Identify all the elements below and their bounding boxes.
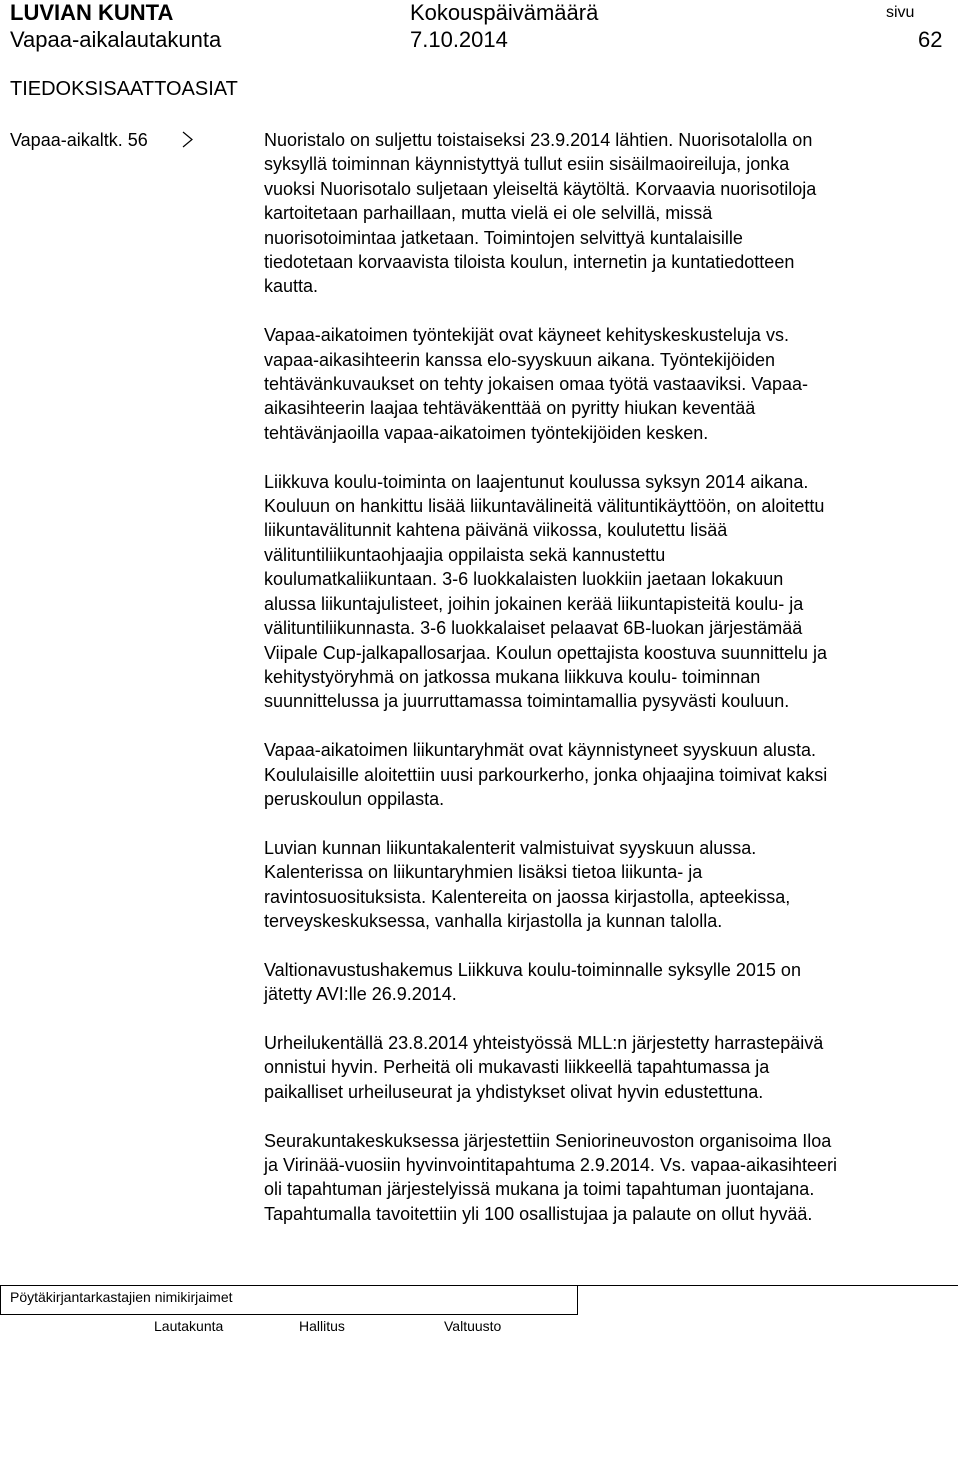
paragraph-line: Koululaisille aloitettiin uusi parkourkerho, jonka ohjaajina toimivat kaksi: [264, 764, 828, 785]
organization-name: LUVIAN KUNTA: [10, 0, 174, 25]
signature-column-valtuusto: Valtuusto: [444, 1318, 502, 1334]
paragraph-line: kautta.: [264, 276, 319, 297]
signature-box: [0, 1285, 960, 1475]
paragraph: [264, 1031, 956, 1104]
paragraph-line: Seurakuntakeskuksessa järjestettiin Seniorineuvoston organisoima Iloa: [264, 1130, 832, 1151]
paragraph-line: koulumatkaliikuntaan. 3-6 luokkalaisten luokkiin jaetaan lokakuun: [264, 569, 784, 590]
paragraph-line: Luvian kunnan liikuntakalenterit valmistuivat syyskuun alussa.: [264, 837, 757, 858]
paragraph: [264, 958, 956, 1007]
paragraph-line: Kouluun on hankittu lisää liikuntavälineitä välituntikäyttöön, on aloitettu: [264, 496, 825, 517]
paragraph-line: vapaa-aikasihteerin kanssa elo-syyskuun aikana. Työntekijöiden: [264, 349, 775, 370]
paragraph-line: tehtävänjaoilla vapaa-aikatoimen työntekijöiden kesken.: [264, 422, 709, 443]
paragraph-line: ja Virinää-vuosiin hyvinvointitapahtuma 2.9.2014. Vs. vapaa-aikasihteeri: [264, 1154, 838, 1175]
paragraph-line: nuorisotoimintaa jatketaan. Toimintojen selvittyä kuntalaisille: [264, 227, 743, 248]
paragraph: [264, 836, 956, 934]
page-number: 62: [918, 27, 943, 52]
paragraph-line: jätetty AVI:lle 26.9.2014.: [264, 984, 457, 1005]
page-label: sivu: [886, 4, 915, 21]
paragraph-line: ravintosuosituksista. Kalentereita on jaossa kirjastolla, apteekissa,: [264, 886, 791, 907]
paragraph: [264, 323, 956, 445]
paragraph-line: paikalliset urheiluseurat ja yhdistykset olivat hyvin edustettuna.: [264, 1081, 764, 1102]
section-title: TIEDOKSISAATTOASIAT: [10, 78, 238, 100]
paragraph-line: peruskoulun oppilasta.: [264, 788, 445, 809]
signature-rule-middle: [0, 1314, 578, 1315]
paragraph-line: Kalenterissa on liikuntaryhmien lisäksi tietoa liikunta- ja: [264, 862, 703, 883]
signature-column-lautakunta: Lautakunta: [154, 1318, 224, 1334]
paragraph-line: välituntiliikunnasta. 3-6 luokkalaiset pelaavat 6B-luokan järjestämää: [264, 618, 803, 639]
paragraph-line: vuoksi Nuorisotalo suljetaan yleiseltä käytöltä. Korvaavia nuorisotiloja: [264, 178, 817, 199]
paragraph-line: aikasihteerin laajaa tehtäväkenttää on pyritty hiukan keventää: [264, 398, 756, 419]
paragraph-line: syksyllä toiminnan käynnistyttyä tullut esiin sisäilmaoireiluja, jonka: [264, 154, 790, 175]
paragraph: [264, 128, 956, 299]
paragraph-line: Vapaa-aikatoimen työntekijät ovat käyneet kehityskeskusteluja vs.: [264, 325, 789, 346]
paragraph: [264, 1129, 956, 1227]
meeting-date: 7.10.2014: [410, 27, 508, 52]
committee-name: Vapaa-aikalautakunta: [10, 27, 222, 52]
item-body: [264, 128, 956, 1251]
signature-title: Pöytäkirjantarkastajien nimikirjaimet: [10, 1289, 233, 1305]
paragraph-line: kehitystyöryhmä on jatkossa mukana liikkuva koulu- toiminnan: [264, 666, 761, 687]
paragraph-line: onnistui hyvin. Perheitä oli mukavasti liikkeellä tapahtumassa ja: [264, 1057, 770, 1078]
item-label: Vapaa-aikaltk. 56: [10, 130, 148, 150]
paragraph-line: Vapaa-aikatoimen liikuntaryhmät ovat käynnistyneet syyskuun alusta.: [264, 740, 816, 761]
paragraph-line: terveyskeskuksessa, vanhalla kirjastolla ja kunnan talolla.: [264, 910, 723, 931]
paragraph-line: suunnittelussa ja juurruttamassa toimintamallia pysyvästi kouluun.: [264, 691, 790, 712]
paragraph-line: Liikkuva koulu-toiminta on laajentunut koulussa syksyn 2014 aikana.: [264, 471, 809, 492]
paragraph: [264, 470, 956, 714]
signature-column-hallitus: Hallitus: [299, 1318, 345, 1334]
paragraph-line: kartoitetaan parhaillaan, mutta vielä ei ole selvillä, missä: [264, 203, 713, 224]
arrow-right-icon: [182, 131, 194, 148]
paragraph-line: Urheilukentällä 23.8.2014 yhteistyössä MLL:n järjestetty harrastepäivä: [264, 1032, 824, 1053]
meeting-date-label: Kokouspäivämäärä: [410, 0, 599, 25]
paragraph-line: tehtävänkuvaukset on tehty jokaisen omaa työtä vastaaviksi. Vapaa-: [264, 374, 808, 395]
paragraph-line: Nuoristalo on suljettu toistaiseksi 23.9.2014 lähtien. Nuorisotalolla on: [264, 130, 813, 150]
signature-divider: [577, 1285, 578, 1314]
paragraph-line: oli tapahtuman järjestelyissä mukana ja toimi tapahtuman juontajana.: [264, 1179, 815, 1200]
paragraph-line: liikuntavälitunnit kahtena päivänä viikossa, koulutettu lisää: [264, 520, 728, 541]
paragraph-line: välituntiliikuntaohjaajia oppilaista sekä kannustettu: [264, 544, 666, 565]
paragraph-line: tiedotetaan korvaavista tiloista koulun, internetin ja kuntatiedotteen: [264, 252, 795, 273]
paragraph-line: Tapahtumalla tavoitettiin yli 100 osallistujaa ja palaute on ollut hyvää.: [264, 1203, 813, 1224]
signature-rule-top: [0, 1285, 958, 1286]
paragraph-line: Viipale Cup-jalkapallosarjaa. Koulun opettajista koostuva suunnittelu ja: [264, 642, 828, 663]
paragraph-line: alussa liikuntajulisteet, joihin jokainen kerää liikuntapisteitä koulu- ja: [264, 593, 804, 614]
paragraph: [264, 738, 956, 811]
signature-divider: [0, 1285, 1, 1314]
paragraph-line: Valtionavustushakemus Liikkuva koulu-toiminnalle syksylle 2015 on: [264, 959, 801, 980]
